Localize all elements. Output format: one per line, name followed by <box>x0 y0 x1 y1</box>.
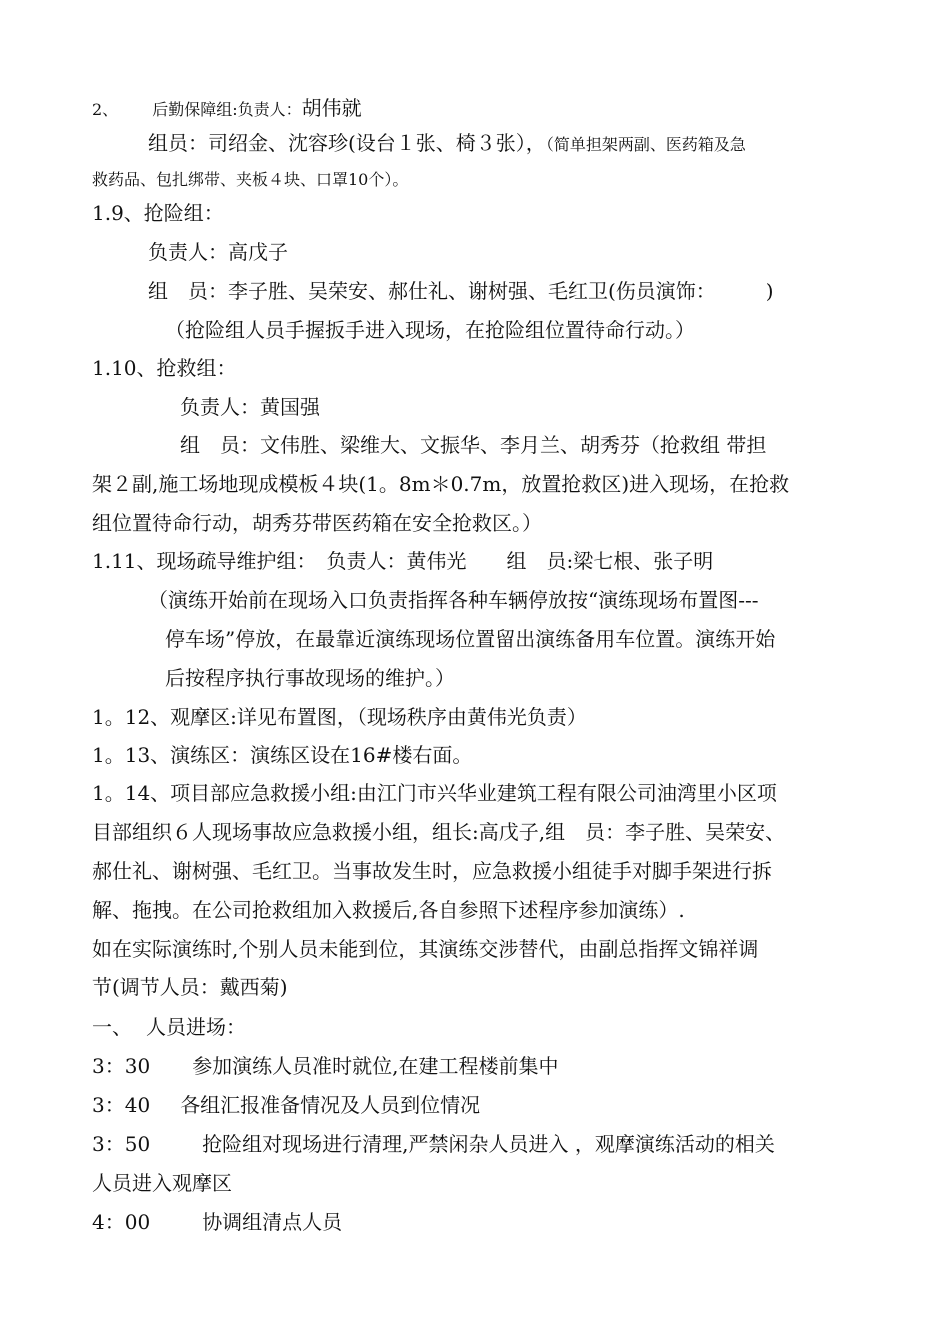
first-aid-detail-2 <box>92 510 542 536</box>
leader-name: 胡伟就 <box>301 96 362 120</box>
section-text: 目部组织６人现场事故应急救援小组，组长:高戊子,组 员：李子胜、吴荣安、 <box>92 820 786 844</box>
logistics-equipment-line <box>92 167 408 193</box>
section-heading-rescue-team <box>92 200 224 226</box>
schedule-row-continued <box>92 1170 232 1196</box>
heading-personnel-entry <box>92 1014 246 1040</box>
section-title: 1.11、现场疏导维护组： 负责人：黄伟光 组 员:梁七根、张子明 <box>92 549 714 573</box>
note-text: 后按程序执行事故现场的维护。） <box>165 666 455 690</box>
section-label: 后勤保障组:负责人： <box>152 100 302 119</box>
detail-text: 组位置待命行动，胡秀芬带医药箱在安全抢救区。） <box>92 511 542 535</box>
first-aid-members <box>180 432 766 458</box>
section-emergency-team-1 <box>92 780 777 806</box>
schedule-row <box>92 1209 342 1235</box>
leader-text: 负责人：高戊子 <box>148 240 288 264</box>
members-text: 组 员：文伟胜、梁维大、文振华、李月兰、胡秀芬（抢救组 带担 <box>180 433 767 457</box>
schedule-time: 3：40 <box>92 1093 151 1117</box>
schedule-row <box>92 1131 775 1157</box>
first-aid-leader <box>180 394 320 420</box>
logistics-members-line <box>148 130 746 158</box>
note-text: 如在实际演练时,个别人员未能到位，其演练交涉替代，由副总指挥文锦祥调 <box>92 937 759 961</box>
schedule-text: 人员进入观摩区 <box>92 1171 232 1195</box>
section-text: 1。14、项目部应急救援小组:由江门市兴华业建筑工程有限公司油湾里小区项 <box>92 781 777 805</box>
schedule-text: 协调组清点人员 <box>202 1210 343 1234</box>
section-heading-logistics <box>92 95 362 123</box>
note-text: （演练开始前在现场入口负责指挥各种车辆停放按“演练现场布置图--- <box>148 588 759 612</box>
schedule-row <box>92 1092 480 1118</box>
section-emergency-team-4 <box>92 897 685 923</box>
note-text: 节(调节人员：戴西菊) <box>92 975 288 999</box>
schedule-time: 4：00 <box>92 1210 151 1234</box>
substitution-note-1 <box>92 936 758 962</box>
section-text: 1。12、观摩区:详见布置图，（现场秩序由黄伟光负责） <box>92 705 587 729</box>
rescue-team-leader <box>148 239 288 265</box>
note-text: 停车场”停放，在最靠近演练现场位置留出演练备用车位置。演练开始 <box>165 627 776 651</box>
site-control-note-1 <box>148 587 759 613</box>
section-title: 1.9、抢险组： <box>92 201 224 225</box>
note-text: （抢险组人员手握扳手进入现场，在抢险组位置待命行动。） <box>165 318 695 342</box>
equipment-text: 救药品、包扎绑带、夹板４块、口罩10个）。 <box>92 170 409 189</box>
schedule-text: 参加演练人员准时就位,在建工程楼前集中 <box>192 1054 559 1078</box>
rescue-team-members <box>148 278 774 304</box>
section-number: 2、 <box>92 100 119 119</box>
heading-number: 一、 <box>92 1015 132 1039</box>
section-drill-area <box>92 742 472 768</box>
site-control-note-3 <box>165 665 455 691</box>
schedule-time: 3：50 <box>92 1132 151 1156</box>
equipment-note: （简单担架两副、医药箱及急 <box>545 135 746 154</box>
detail-text: 架２副,施工场地现成模板４块(1。8m＊0.7m，放置抢救区)进入现场，在抢救 <box>92 472 790 496</box>
schedule-text: 各组汇报准备情况及人员到位情况 <box>180 1093 481 1117</box>
section-observation-area <box>92 704 587 730</box>
section-heading-site-control <box>92 548 713 574</box>
section-title: 1.10、抢救组： <box>92 356 237 380</box>
first-aid-detail-1 <box>92 471 789 497</box>
section-heading-first-aid <box>92 355 237 381</box>
section-text: 郝仕礼、谢树强、毛红卫。当事故发生时，应急救援小组徒手对脚手架进行拆 <box>92 859 772 883</box>
rescue-team-note <box>165 317 695 343</box>
schedule-row <box>92 1053 559 1079</box>
schedule-time: 3：30 <box>92 1054 151 1078</box>
substitution-note-2 <box>92 974 288 1000</box>
section-emergency-team-2 <box>92 819 785 845</box>
members-text: 组 员：李子胜、吴荣安、郝仕礼、谢树强、毛红卫(伤员演饰： ) <box>148 279 774 303</box>
section-text: 解、拖拽。在公司抢救组加入救援后,各自参照下述程序参加演练）. <box>92 898 685 922</box>
leader-text: 负责人：黄国强 <box>180 395 320 419</box>
heading-text: 人员进场： <box>146 1015 246 1039</box>
site-control-note-2 <box>165 626 775 652</box>
members-text: 组员：司绍金、沈容珍(设台１张、椅３张）， <box>148 131 546 155</box>
section-emergency-team-3 <box>92 858 772 884</box>
schedule-text: 抢险组对现场进行清理,严禁闲杂人员进入 ，观摩演练活动的相关 <box>202 1132 775 1156</box>
section-text: 1。13、演练区：演练区设在16#楼右面。 <box>92 743 473 767</box>
